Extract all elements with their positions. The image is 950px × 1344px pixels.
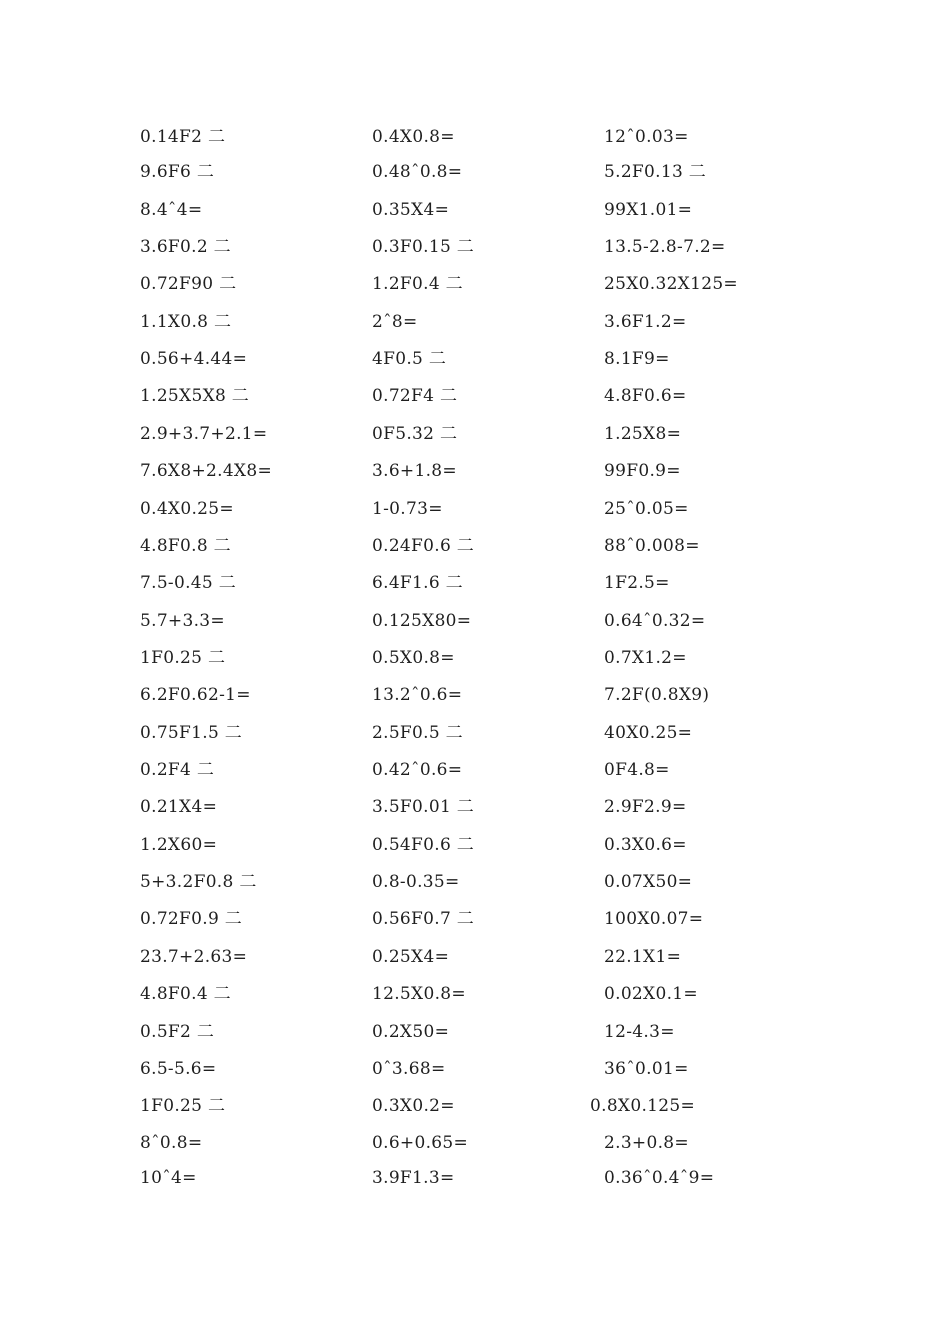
problem-item: 1F0.25 二 (140, 648, 226, 668)
problem-item: 10ˆ4= (140, 1168, 197, 1188)
problem-item: 1F0.25 二 (140, 1096, 226, 1116)
problem-item: 0.48ˆ0.8= (372, 162, 463, 182)
problem-item: 0.56F0.7 二 (372, 909, 475, 929)
problem-item: 0.6+0.65= (372, 1133, 469, 1153)
problem-item: 2.5F0.5 二 (372, 723, 463, 743)
problem-item: 0.8-0.35= (372, 872, 460, 892)
problem-item: 3.5F0.01 二 (372, 797, 475, 817)
problem-item: 0.54F0.6 二 (372, 835, 475, 855)
problem-item: 3.6+1.8= (372, 461, 457, 481)
problem-item: 0.4X0.25= (140, 499, 234, 519)
problem-item: 5.7+3.3= (140, 611, 225, 631)
problem-item: 99X1.01= (604, 200, 693, 220)
problem-item: 8.4ˆ4= (140, 200, 203, 220)
problem-item: 3.9F1.3= (372, 1168, 455, 1188)
problem-item: 1-0.73= (372, 499, 443, 519)
problem-item: 1.1X0.8 二 (140, 312, 232, 332)
problem-item: 0.07X50= (604, 872, 693, 892)
problem-item: 0ˆ3.68= (372, 1059, 446, 1079)
problem-item: 6.5-5.6= (140, 1059, 217, 1079)
problem-item: 3.6F0.2 二 (140, 237, 231, 257)
problem-item: 9.6F6 二 (140, 162, 215, 182)
problem-item: 0.75F1.5 二 (140, 723, 243, 743)
problem-item: 2.3+0.8= (604, 1133, 689, 1153)
problem-item: 4.8F0.6= (604, 386, 687, 406)
problem-item: 0.2X50= (372, 1022, 450, 1042)
problem-item: 2ˆ8= (372, 312, 418, 332)
problem-item: 0F5.32 二 (372, 424, 458, 444)
problem-item: 13.5-2.8-7.2= (604, 237, 726, 257)
problem-item: 0F4.8= (604, 760, 670, 780)
problem-item: 0.5X0.8= (372, 648, 455, 668)
problem-item: 4.8F0.4 二 (140, 984, 231, 1004)
problem-item: 12ˆ0.03= (604, 127, 689, 147)
problem-item: 0.56+4.44= (140, 349, 248, 369)
problem-item: 0.21X4= (140, 797, 218, 817)
problem-item: 5+3.2F0.8 二 (140, 872, 257, 892)
problem-item: 7.2F(0.8X9) (604, 685, 710, 705)
problem-item: 12-4.3= (604, 1022, 675, 1042)
problem-item: 25ˆ0.05= (604, 499, 689, 519)
problem-item: 7.5-0.45 二 (140, 573, 237, 593)
problem-item: 8ˆ0.8= (140, 1133, 203, 1153)
problem-item: 0.5F2 二 (140, 1022, 215, 1042)
problem-item: 3.6F1.2= (604, 312, 687, 332)
problem-item: 0.24F0.6 二 (372, 536, 475, 556)
problem-item: 0.125X80= (372, 611, 472, 631)
problem-item: 0.72F90 二 (140, 274, 237, 294)
problem-item: 1F2.5= (604, 573, 670, 593)
problem-item: 6.2F0.62-1= (140, 685, 251, 705)
problem-item: 0.02X0.1= (604, 984, 698, 1004)
problem-item: 1.25X5X8 二 (140, 386, 250, 406)
problem-item: 6.4F1.6 二 (372, 573, 463, 593)
problem-item: 4F0.5 二 (372, 349, 447, 369)
problem-item: 0.14F2 二 (140, 127, 226, 147)
problem-item: 0.72F4 二 (372, 386, 458, 406)
problem-item: 0.36ˆ0.4ˆ9= (604, 1168, 715, 1188)
problem-item: 12.5X0.8= (372, 984, 466, 1004)
problem-item: 0.3F0.15 二 (372, 237, 475, 257)
problem-item: 0.2F4 二 (140, 760, 215, 780)
problem-item: 0.72F0.9 二 (140, 909, 243, 929)
problem-item: 0.3X0.2= (372, 1096, 455, 1116)
problem-item: 0.7X1.2= (604, 648, 687, 668)
problem-item: 100X0.07= (604, 909, 704, 929)
problem-item: 36ˆ0.01= (604, 1059, 689, 1079)
problem-item: 23.7+2.63= (140, 947, 248, 967)
problem-item: 0.35X4= (372, 200, 450, 220)
problem-item: 1.2F0.4 二 (372, 274, 463, 294)
problem-item: 0.4X0.8= (372, 127, 455, 147)
problem-item: 7.6X8+2.4X8= (140, 461, 272, 481)
problem-item: 0.3X0.6= (604, 835, 687, 855)
problem-item: 0.64ˆ0.32= (604, 611, 706, 631)
problem-item: 0.8X0.125= (590, 1096, 696, 1116)
problem-item: 2.9+3.7+2.1= (140, 424, 268, 444)
problem-item: 25X0.32X125= (604, 274, 738, 294)
problem-item: 0.42ˆ0.6= (372, 760, 463, 780)
problem-item: 8.1F9= (604, 349, 670, 369)
problem-item: 99F0.9= (604, 461, 681, 481)
problem-item: 0.25X4= (372, 947, 450, 967)
problem-item: 1.25X8= (604, 424, 682, 444)
problem-item: 13.2ˆ0.6= (372, 685, 463, 705)
problem-item: 2.9F2.9= (604, 797, 687, 817)
problem-item: 1.2X60= (140, 835, 218, 855)
problem-item: 4.8F0.8 二 (140, 536, 231, 556)
problem-item: 40X0.25= (604, 723, 693, 743)
problem-item: 22.1X1= (604, 947, 682, 967)
problem-item: 5.2F0.13 二 (604, 162, 707, 182)
problem-item: 88ˆ0.008= (604, 536, 700, 556)
